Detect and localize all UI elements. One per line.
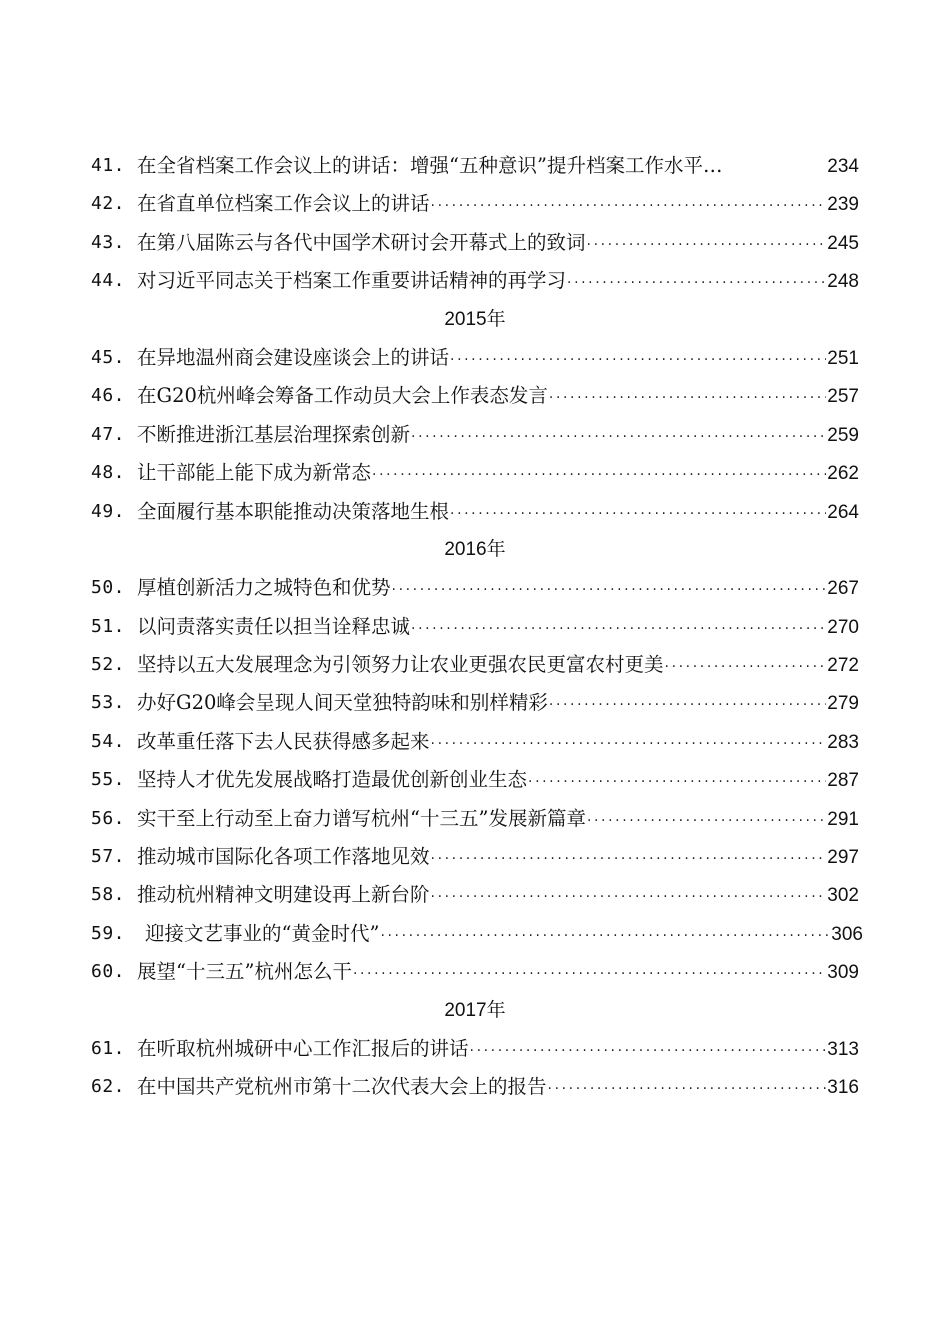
entry-title-line <box>137 185 859 225</box>
dot-leader <box>411 610 826 648</box>
toc-entry[interactable] <box>0 185 950 223</box>
entry-title: 改革重任落下去人民获得感多起来 <box>137 729 430 753</box>
dot-leader <box>372 456 826 494</box>
entry-title-line <box>137 761 859 801</box>
dot-leader <box>353 955 826 993</box>
entry-title-line <box>137 493 859 533</box>
table-of-contents <box>0 147 950 1107</box>
page-number: 239 <box>827 194 859 216</box>
entry-title-line <box>137 454 859 494</box>
entry-title-line <box>137 569 859 609</box>
toc-entry[interactable] <box>0 262 950 300</box>
entry-title: 推动城市国际化各项工作落地见效 <box>137 845 430 869</box>
entry-number: 45. <box>91 346 126 368</box>
page-number: 297 <box>827 847 859 869</box>
entry-number: 55. <box>91 769 126 791</box>
toc-entry[interactable] <box>0 684 950 722</box>
entry-number: 43. <box>91 231 126 253</box>
entry-title: 在全省档案工作会议上的讲话：增强“五种意识”提升档案工作水平… <box>137 154 723 177</box>
entry-number: 59. <box>91 922 126 944</box>
entry-number: 49. <box>91 500 126 522</box>
entry-title-line <box>137 723 859 763</box>
dot-leader <box>549 686 826 724</box>
entry-title: 在省直单位档案工作会议上的讲话 <box>137 192 430 216</box>
dot-leader <box>380 917 830 955</box>
page-number: 316 <box>827 1077 859 1099</box>
entry-number: 57. <box>91 846 126 868</box>
page-number: 313 <box>827 1038 859 1060</box>
page-number: 248 <box>827 271 859 293</box>
entry-title: 推动杭州精神文明建设再上新台阶 <box>137 883 430 907</box>
entry-title-line <box>137 838 859 878</box>
dot-leader <box>431 840 827 878</box>
entry-title-line <box>137 147 859 186</box>
page-number: 267 <box>827 578 859 600</box>
dot-leader <box>431 878 827 916</box>
entry-number: 44. <box>91 270 126 292</box>
dot-leader <box>665 648 827 686</box>
entry-number: 48. <box>91 462 126 484</box>
dot-leader <box>470 1032 827 1070</box>
page-number: 283 <box>827 731 859 753</box>
entry-number: 62. <box>91 1076 126 1098</box>
entry-number: 52. <box>91 654 126 676</box>
entry-title: 全面履行基本职能推动决策落地生根 <box>137 499 450 523</box>
toc-entry[interactable] <box>0 608 950 646</box>
entry-number: 46. <box>91 385 126 407</box>
entry-title: 迎接文艺事业的“黄金时代” <box>145 921 380 945</box>
toc-entry[interactable] <box>0 569 950 607</box>
entry-title: 在中国共产党杭州市第十二次代表大会上的报告 <box>137 1075 547 1099</box>
dot-leader <box>548 1070 827 1108</box>
toc-entry[interactable] <box>0 800 950 838</box>
entry-title: 对习近平同志关于档案工作重要讲话精神的再学习 <box>137 269 567 293</box>
entry-number: 60. <box>91 961 126 983</box>
toc-entry[interactable] <box>0 646 950 684</box>
entry-title-line <box>137 1030 859 1070</box>
entry-title-line <box>137 953 859 993</box>
entry-number: 47. <box>91 423 126 445</box>
page-number: 306 <box>831 923 863 945</box>
entry-number: 56. <box>91 807 126 829</box>
entry-title: 以问责落实责任以担当诠释忠诚 <box>137 614 411 638</box>
dot-leader <box>587 802 826 840</box>
toc-entry[interactable] <box>0 339 950 377</box>
entry-title: 坚持以五大发展理念为引领努力让农业更强农民更富农村更美 <box>137 653 664 677</box>
toc-entry[interactable] <box>0 761 950 799</box>
entry-title-line <box>137 339 859 379</box>
entry-title: 在第八届陈云与各代中国学术研讨会开幕式上的致词 <box>137 230 586 254</box>
entry-title-line <box>137 416 859 456</box>
toc-entry[interactable] <box>0 1030 950 1068</box>
entry-title: 坚持人才优先发展战略打造最优创新创业生态 <box>137 768 528 792</box>
entry-title-line <box>137 646 859 686</box>
page-number: 259 <box>827 424 859 446</box>
dot-leader <box>567 264 826 302</box>
entry-title: 展望“十三五”杭州怎么干 <box>137 960 352 984</box>
entry-title-line <box>137 876 859 916</box>
dot-leader <box>431 725 827 763</box>
entry-title-line <box>137 915 863 955</box>
page-number: 309 <box>827 962 859 984</box>
entry-title: 在G20杭州峰会筹备工作动员大会上作表态发言 <box>137 384 548 408</box>
entry-title-line <box>137 1068 859 1108</box>
page-number: 251 <box>827 347 859 369</box>
page-number: 272 <box>827 655 859 677</box>
entry-title: 不断推进浙江基层治理探索创新 <box>137 422 411 446</box>
page-number: 279 <box>827 693 859 715</box>
entry-title: 厚植创新活力之城特色和优势 <box>137 576 391 600</box>
entry-title-line <box>137 800 859 840</box>
toc-entry[interactable] <box>0 493 950 531</box>
page-number: 287 <box>827 770 859 792</box>
dot-leader <box>528 763 826 801</box>
dot-leader <box>431 187 827 225</box>
year-heading: 2016年 <box>444 538 506 560</box>
entry-title: 实干至上行动至上奋力谱写杭州“十三五”发展新篇章 <box>137 806 586 830</box>
page-number: 291 <box>827 808 859 830</box>
page-number: 302 <box>827 885 859 907</box>
entry-title: 在异地温州商会建设座谈会上的讲话 <box>137 345 450 369</box>
entry-number: 61. <box>91 1037 126 1059</box>
toc-entry[interactable] <box>0 147 950 185</box>
toc-entry[interactable] <box>0 1068 950 1106</box>
page-number: 257 <box>827 386 859 408</box>
entry-title: 办好G20峰会呈现人间天堂独特韵味和别样精彩 <box>137 691 548 715</box>
dot-leader <box>411 418 826 456</box>
toc-entry[interactable] <box>0 876 950 914</box>
toc-entry[interactable] <box>0 454 950 492</box>
page-number: 245 <box>827 232 859 254</box>
toc-entry[interactable] <box>0 416 950 454</box>
page-number: 270 <box>827 616 859 638</box>
toc-entry[interactable] <box>0 838 950 876</box>
entry-title-line <box>137 224 859 264</box>
entry-title: 让干部能上能下成为新常态 <box>137 461 372 485</box>
dot-leader <box>587 226 827 264</box>
entry-number: 58. <box>91 884 126 906</box>
toc-entry[interactable] <box>0 953 950 991</box>
toc-entry[interactable] <box>0 915 950 953</box>
year-heading: 2017年 <box>444 999 506 1021</box>
entry-title-line <box>137 262 859 302</box>
entry-number: 54. <box>91 730 126 752</box>
entry-title-line <box>137 377 859 417</box>
toc-entry[interactable] <box>0 224 950 262</box>
entry-title-line <box>137 684 859 724</box>
entry-number: 53. <box>91 692 126 714</box>
toc-entry[interactable] <box>0 723 950 761</box>
dot-leader <box>549 379 826 417</box>
toc-entry[interactable] <box>0 377 950 415</box>
entry-number: 42. <box>91 193 126 215</box>
page-number: 264 <box>827 501 859 523</box>
page-number: 262 <box>827 463 859 485</box>
dot-leader <box>392 571 827 609</box>
entry-number: 41. <box>91 155 126 176</box>
year-heading: 2015年 <box>444 308 506 330</box>
entry-title-line <box>137 608 859 648</box>
entry-number: 51. <box>91 615 126 637</box>
dot-leader <box>450 495 826 533</box>
dot-leader <box>450 341 826 379</box>
page-number: 234 <box>827 156 859 177</box>
entry-title: 在听取杭州城研中心工作汇报后的讲话 <box>137 1036 469 1060</box>
entry-number: 50. <box>91 577 126 599</box>
